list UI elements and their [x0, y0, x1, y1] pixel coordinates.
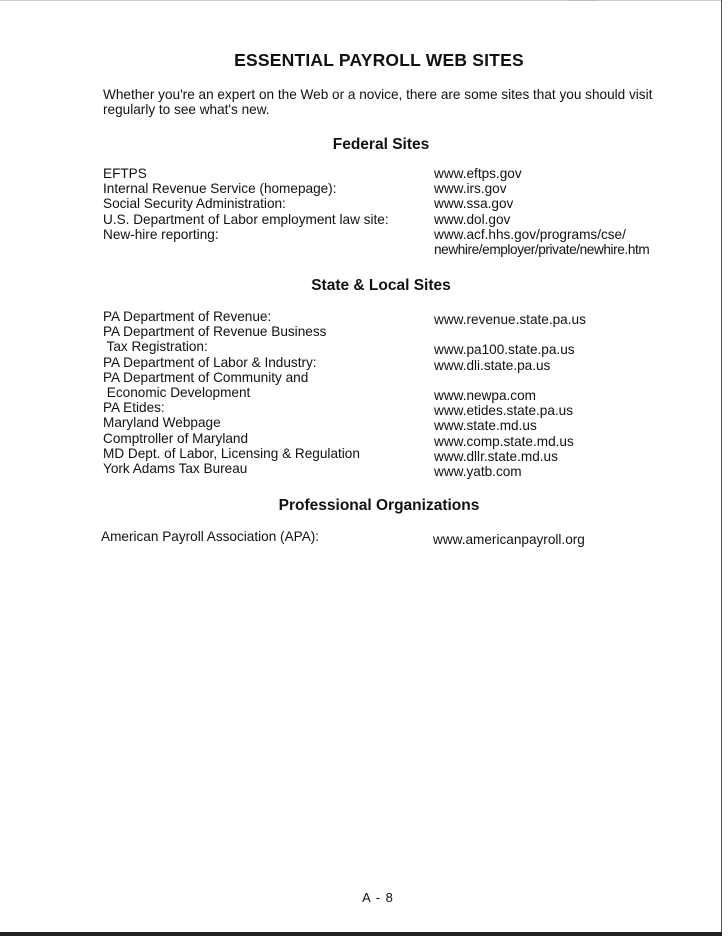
state-site-name: PA Etides:: [103, 400, 165, 416]
federal-site-url-continued[interactable]: newhire/employer/private/newhire.htm: [434, 242, 650, 258]
state-site-name: PA Department of Revenue:: [103, 309, 272, 324]
state-site-url[interactable]: www.newpa.com: [434, 387, 536, 403]
state-site-name: Economic Development: [103, 385, 251, 401]
page-title: ESSENTIAL PAYROLL WEB SITES: [234, 50, 524, 70]
state-site-url-empty: [434, 327, 586, 342]
federal-site-name: U.S. Department of Labor employment law site:: [103, 211, 389, 227]
federal-site-url[interactable]: www.acf.hhs.gov/programs/cse/: [434, 226, 626, 242]
state-site-name: York Adams Tax Bureau: [103, 461, 248, 477]
bottom-edge-line: [0, 932, 722, 936]
federal-site-url[interactable]: www.irs.gov: [434, 181, 507, 197]
state-site-url[interactable]: www.revenue.state.pa.us: [434, 312, 586, 327]
professional-org-url[interactable]: www.americanpayroll.org: [433, 532, 585, 547]
federal-site-name: Social Security Administration:: [103, 196, 286, 212]
federal-site-name: Internal Revenue Service (homepage):: [103, 181, 337, 197]
state-site-url[interactable]: www.yatb.com: [434, 464, 522, 479]
state-site-name: PA Department of Revenue Business: [103, 324, 327, 340]
top-edge-line: [0, 0, 722, 1]
professional-organizations-heading: Professional Organizations: [278, 497, 480, 514]
state-site-name: Maryland Webpage: [103, 415, 221, 431]
scan-artifact-mark: [568, 0, 598, 1]
state-site-url-empty: [434, 373, 586, 388]
intro-paragraph: Whether you're an expert on the Web or a novice, there are some sites that you should visit regularly to see what's new.: [103, 87, 653, 117]
state-site-url[interactable]: www.state.md.us: [434, 418, 537, 434]
state-site-url[interactable]: www.pa100.state.pa.us: [434, 342, 575, 358]
federal-site-url[interactable]: www.ssa.gov: [434, 196, 514, 212]
professional-org-urls: [433, 532, 585, 547]
state-site-url[interactable]: www.etides.state.pa.us: [434, 403, 574, 419]
professional-org-names: [101, 529, 319, 544]
state-site-name: Comptroller of Maryland: [103, 430, 249, 446]
state-local-sites-heading: State & Local Sites: [311, 277, 451, 294]
federal-site-url[interactable]: www.dol.gov: [434, 211, 511, 227]
federal-site-name: New-hire reporting:: [103, 226, 219, 242]
state-site-url[interactable]: www.dli.state.pa.us: [434, 357, 551, 373]
federal-sites-heading: Federal Sites: [332, 136, 430, 153]
state-site-urls: [434, 312, 586, 479]
state-site-url[interactable]: www.dllr.state.md.us: [434, 448, 558, 464]
professional-org-name: American Payroll Association (APA):: [101, 529, 320, 544]
federal-site-names: [103, 166, 389, 242]
state-site-name: PA Department of Community and: [103, 369, 309, 385]
federal-site-name: EFTPS: [103, 166, 147, 181]
state-site-name: MD Dept. of Labor, Licensing & Regulation: [103, 445, 360, 461]
state-site-name: Tax Registration:: [103, 339, 208, 355]
state-site-url[interactable]: www.comp.state.md.us: [434, 433, 574, 449]
page-number: A - 8: [362, 890, 394, 905]
state-site-names: [103, 309, 360, 476]
federal-site-urls: [434, 166, 649, 257]
federal-site-url[interactable]: www.eftps.gov: [434, 166, 522, 181]
state-site-name: PA Department of Labor & Industry:: [103, 354, 317, 370]
